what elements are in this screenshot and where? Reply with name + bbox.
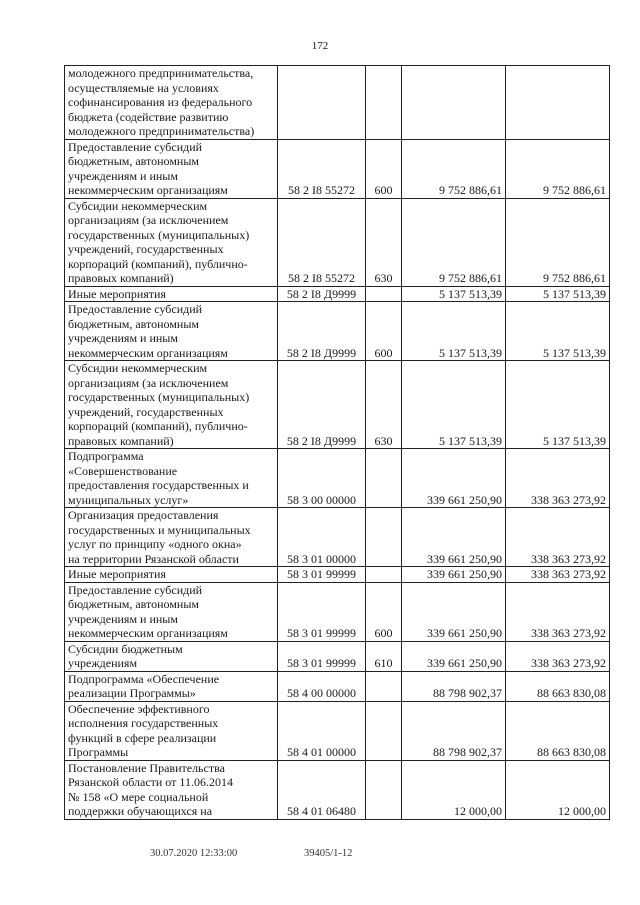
row-sum-2020: 88 798 902,37 <box>402 671 506 701</box>
row-sum-2020 <box>402 66 506 140</box>
row-sum-2021: 9 752 886,61 <box>506 139 610 198</box>
row-sum-2020: 339 661 250,90 <box>402 508 506 567</box>
row-sum-2021: 5 137 513,39 <box>506 286 610 302</box>
row-name: Иные мероприятия <box>65 567 278 583</box>
table-row <box>65 302 610 361</box>
row-name: Обеспечение эффективного исполнения государственных функций в сфере реализации Программы <box>65 701 278 760</box>
row-sum-2021: 5 137 513,39 <box>506 361 610 449</box>
row-type <box>366 286 402 302</box>
row-type: 610 <box>366 641 402 671</box>
row-name: молодежного предпринимательства, осуществляемые на условиях софинансирования из федерального бюджета (содействие развитию молодежного предпринимательства) <box>65 66 278 140</box>
row-sum-2020: 5 137 513,39 <box>402 361 506 449</box>
row-sum-2020: 88 798 902,37 <box>402 701 506 760</box>
row-name: Иные мероприятия <box>65 286 278 302</box>
budget-table <box>64 65 610 820</box>
row-code: 58 4 01 06480 <box>278 760 366 819</box>
row-name: Субсидии некоммерческим организациям (за исключением государственных (муниципальных) учреждений, государственных корпораций (компаний), публично- правовых компаний) <box>65 361 278 449</box>
row-code: 58 3 01 99999 <box>278 582 366 641</box>
row-type: 600 <box>366 302 402 361</box>
row-code: 58 3 01 99999 <box>278 567 366 583</box>
row-sum-2020: 9 752 886,61 <box>402 139 506 198</box>
row-name: Подпрограмма «Обеспечение реализации Программы» <box>65 671 278 701</box>
row-sum-2021: 12 000,00 <box>506 760 610 819</box>
footer-document-id: 39405/1-12 <box>304 848 353 859</box>
row-sum-2021: 88 663 830,08 <box>506 701 610 760</box>
row-sum-2021: 88 663 830,08 <box>506 671 610 701</box>
row-sum-2020: 339 661 250,90 <box>402 582 506 641</box>
table-row <box>65 671 610 701</box>
row-sum-2020: 5 137 513,39 <box>402 286 506 302</box>
row-sum-2021: 5 137 513,39 <box>506 302 610 361</box>
row-sum-2020: 12 000,00 <box>402 760 506 819</box>
row-sum-2020: 5 137 513,39 <box>402 302 506 361</box>
row-sum-2021: 338 363 273,92 <box>506 641 610 671</box>
row-sum-2021: 338 363 273,92 <box>506 508 610 567</box>
row-sum-2020: 339 661 250,90 <box>402 449 506 508</box>
row-name: Субсидии бюджетным учреждениям <box>65 641 278 671</box>
row-type <box>366 66 402 140</box>
row-code: 58 2 I8 Д9999 <box>278 361 366 449</box>
row-code: 58 2 I8 Д9999 <box>278 302 366 361</box>
row-name: Организация предоставления государственных и муниципальных услуг по принципу «одного окна» на территории Рязанской области <box>65 508 278 567</box>
row-type <box>366 449 402 508</box>
row-code: 58 3 01 00000 <box>278 508 366 567</box>
table-row <box>65 139 610 198</box>
table-row <box>65 449 610 508</box>
row-name: Подпрограмма «Совершенствование предоставления государственных и муниципальных услуг» <box>65 449 278 508</box>
row-code <box>278 66 366 140</box>
row-name: Предоставление субсидий бюджетным, автономным учреждениям и иным некоммерческим организациям <box>65 582 278 641</box>
table-row <box>65 361 610 449</box>
row-sum-2021: 9 752 886,61 <box>506 198 610 286</box>
row-code: 58 2 I8 Д9999 <box>278 286 366 302</box>
table-row <box>65 701 610 760</box>
row-sum-2021: 338 363 273,92 <box>506 567 610 583</box>
row-sum-2021: 338 363 273,92 <box>506 582 610 641</box>
row-sum-2020: 339 661 250,90 <box>402 567 506 583</box>
row-sum-2021 <box>506 66 610 140</box>
row-type <box>366 567 402 583</box>
table-row <box>65 760 610 819</box>
table-row <box>65 508 610 567</box>
table-row <box>65 66 610 140</box>
table-body <box>65 66 610 820</box>
row-type: 600 <box>366 582 402 641</box>
row-type: 630 <box>366 198 402 286</box>
row-name: Постановление Правительства Рязанской области от 11.06.2014 № 158 «О мере социальной поддержки обучающихся на <box>65 760 278 819</box>
table-row <box>65 286 610 302</box>
row-code: 58 2 I8 55272 <box>278 198 366 286</box>
row-type <box>366 760 402 819</box>
row-type <box>366 671 402 701</box>
footer-datetime: 30.07.2020 12:33:00 <box>150 848 238 859</box>
row-name: Субсидии некоммерческим организациям (за исключением государственных (муниципальных) учреждений, государственных корпораций (компаний), публично- правовых компаний) <box>65 198 278 286</box>
table-row <box>65 582 610 641</box>
row-type: 600 <box>366 139 402 198</box>
row-name: Предоставление субсидий бюджетным, автономным учреждениям и иным некоммерческим организациям <box>65 302 278 361</box>
row-code: 58 3 01 99999 <box>278 641 366 671</box>
row-sum-2020: 9 752 886,61 <box>402 198 506 286</box>
table-row <box>65 198 610 286</box>
row-code: 58 4 01 00000 <box>278 701 366 760</box>
row-name: Предоставление субсидий бюджетным, автономным учреждениям и иным некоммерческим организациям <box>65 139 278 198</box>
row-sum-2020: 339 661 250,90 <box>402 641 506 671</box>
row-code: 58 2 I8 55272 <box>278 139 366 198</box>
row-code: 58 3 00 00000 <box>278 449 366 508</box>
row-code: 58 4 00 00000 <box>278 671 366 701</box>
table-row <box>65 567 610 583</box>
row-type: 630 <box>366 361 402 449</box>
row-type <box>366 508 402 567</box>
table-row <box>65 641 610 671</box>
row-type <box>366 701 402 760</box>
row-sum-2021: 338 363 273,92 <box>506 449 610 508</box>
page-number: 172 <box>311 40 329 52</box>
